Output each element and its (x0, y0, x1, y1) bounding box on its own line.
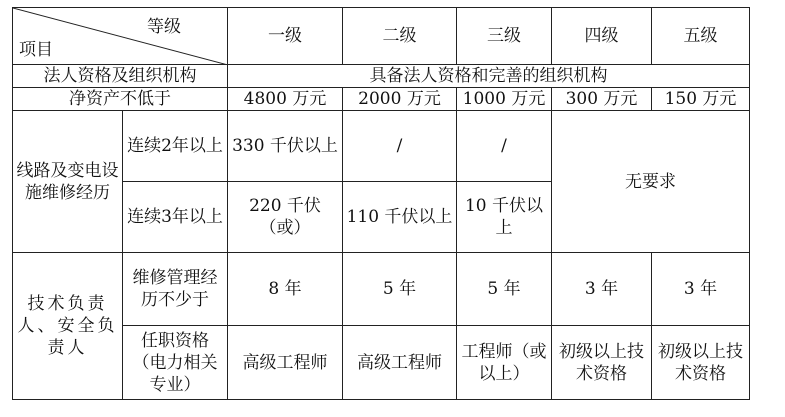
experience-sub1-level-3: / (457, 111, 552, 182)
responsible-sub1-level-2: 5 年 (343, 253, 457, 326)
row-net-assets-label: 净资产不低于 (13, 88, 228, 111)
responsible-sub2-level-4: 初级以上技术资格 (552, 326, 652, 400)
net-assets-level-4: 300 万元 (552, 88, 652, 111)
responsible-sub2-label: 任职资格（电力相关专业） (123, 326, 228, 400)
responsible-sub1-level-5: 3 年 (652, 253, 750, 326)
responsible-sub1-level-1: 8 年 (228, 253, 343, 326)
net-assets-level-5: 150 万元 (652, 88, 750, 111)
experience-sub2-level-1: 220 千伏（或） (228, 182, 343, 253)
header-corner-cell (13, 8, 228, 65)
experience-sub2-label: 连续3年以上 (123, 182, 228, 253)
header-level-1: 一级 (228, 8, 343, 65)
experience-sub1-level-2: / (343, 111, 457, 182)
qualification-table (12, 7, 750, 400)
experience-sub2-level-2: 110 千伏以上 (343, 182, 457, 253)
header-level-5: 五级 (652, 8, 750, 65)
row-legal-label: 法人资格及组织机构 (13, 65, 228, 88)
responsible-sub2-level-5: 初级以上技术资格 (652, 326, 750, 400)
header-level-label: 等级 (147, 17, 181, 37)
responsible-sub2-level-1: 高级工程师 (228, 326, 343, 400)
responsible-sub1-level-3: 5 年 (457, 253, 552, 326)
row-experience-label: 线路及变电设施维修经历 (13, 111, 123, 253)
row-legal-value: 具备法人资格和完善的组织机构 (228, 65, 750, 88)
header-level-3: 三级 (457, 8, 552, 65)
net-assets-level-1: 4800 万元 (228, 88, 343, 111)
experience-sub2-level-3: 10 千伏以上 (457, 182, 552, 253)
header-item-label: 项目 (19, 40, 53, 60)
responsible-sub2-level-2: 高级工程师 (343, 326, 457, 400)
header-level-2: 二级 (343, 8, 457, 65)
responsible-sub1-level-4: 3 年 (552, 253, 652, 326)
row-responsible-label: 技术负责人、安全负责人 (13, 253, 123, 400)
experience-merged-no-requirement: 无要求 (552, 111, 750, 253)
responsible-sub1-label: 维修管理经历不少于 (123, 253, 228, 326)
net-assets-level-2: 2000 万元 (343, 88, 457, 111)
header-level-4: 四级 (552, 8, 652, 65)
net-assets-level-3: 1000 万元 (457, 88, 552, 111)
experience-sub1-label: 连续2年以上 (123, 111, 228, 182)
responsible-sub2-level-3: 工程师（或以上） (457, 326, 552, 400)
experience-sub1-level-1: 330 千伏以上 (228, 111, 343, 182)
